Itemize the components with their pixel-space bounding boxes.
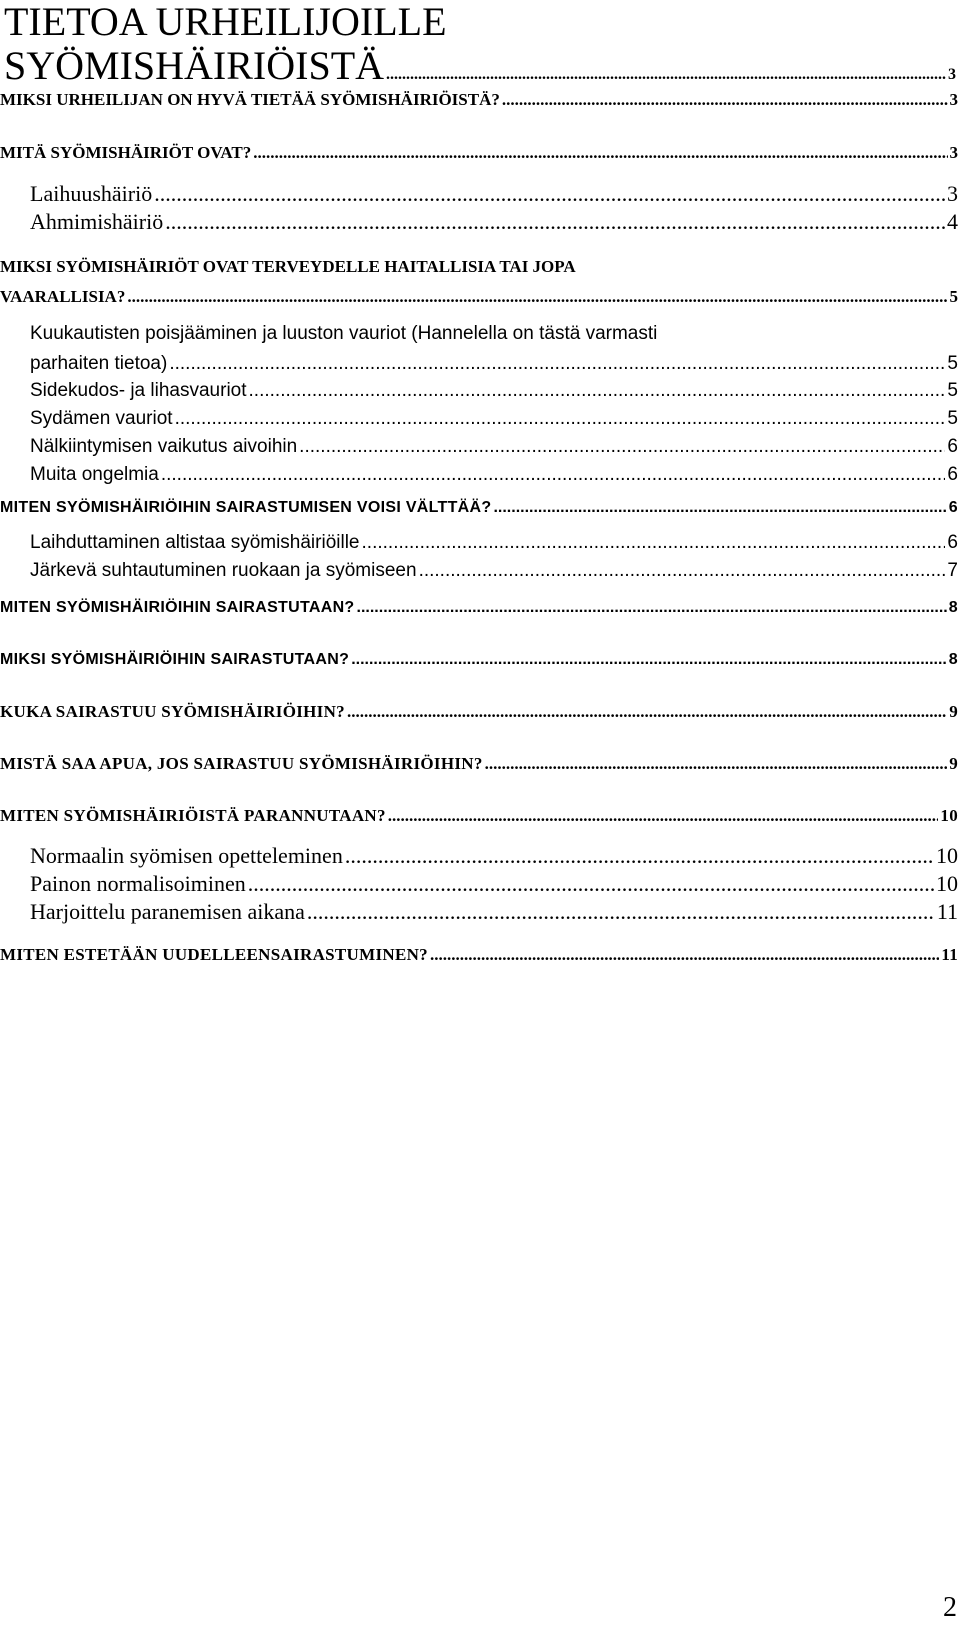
toc-entry[interactable]	[30, 529, 958, 557]
toc-entry-text: MITEN SYÖMISHÄIRIÖIHIN SAIRASTUTAAN?	[0, 599, 355, 616]
toc-entry-text: Normaalin syömisen opetteleminen	[30, 843, 343, 868]
toc-entry-text: MITEN SYÖMISHÄIRIÖISTÄ PARANNUTAAN?	[0, 806, 386, 825]
toc-leader-dots	[347, 701, 947, 723]
toc-leader-dots	[175, 405, 946, 433]
toc-entry[interactable]	[30, 870, 958, 898]
toc-leader-dots	[430, 944, 939, 966]
toc-page-number: 11	[941, 945, 958, 964]
toc-leader-dots	[351, 649, 947, 671]
toc-page-number: 6	[948, 499, 958, 516]
toc-entry-text: KUKA SAIRASTUU SYÖMISHÄIRIÖIHIN?	[0, 702, 345, 721]
toc-entry[interactable]	[0, 805, 958, 827]
toc-leader-dots	[253, 142, 947, 164]
toc-leader-dots	[248, 870, 934, 898]
toc-leader-dots	[169, 350, 945, 378]
toc-leader-dots	[127, 286, 947, 308]
toc-entry-text: Järkevä suhtautuminen ruokaan ja syömiseen	[30, 560, 417, 581]
toc-entry-text: MISTÄ SAA APUA, JOS SAIRASTUU SYÖMISHÄIRIÖIHIN?	[0, 754, 483, 773]
toc-leader-dots	[249, 377, 946, 405]
toc-page-number: 6	[947, 532, 958, 553]
toc-page-number: 5	[947, 380, 958, 401]
toc-page-number: 3	[948, 66, 956, 83]
toc-page-number: 11	[936, 899, 958, 924]
toc-title-line-1: TIETOA URHEILIJOILLE	[4, 0, 447, 44]
toc-entry[interactable]	[0, 286, 958, 308]
toc-leader-dots	[357, 597, 947, 619]
toc-page-number: 5	[947, 353, 958, 374]
toc-entry[interactable]	[30, 461, 958, 489]
toc-page-number: 4	[947, 209, 958, 234]
toc-page-number: 3	[949, 143, 958, 162]
toc-entry-text: MIKSI URHEILIJAN ON HYVÄ TIETÄÄ SYÖMISHÄIRIÖISTÄ?	[0, 90, 500, 109]
toc-entry[interactable]	[30, 377, 958, 405]
toc-page-number: 8	[948, 651, 958, 668]
toc-leader-dots	[345, 842, 934, 870]
toc-entry-text: MITEN ESTETÄÄN UUDELLEENSAIRASTUMINEN?	[0, 945, 428, 964]
toc-leader-dots	[154, 180, 945, 208]
toc-leader-dots	[299, 433, 945, 461]
toc-page-number: 8	[948, 599, 958, 616]
toc-entry-text: Sidekudos- ja lihasvauriot	[30, 380, 247, 401]
toc-entry[interactable]	[30, 208, 958, 236]
toc-leader-dots	[307, 898, 935, 926]
toc-entry[interactable]	[30, 433, 958, 461]
toc-entry[interactable]	[0, 89, 958, 111]
toc-leader-dots	[485, 753, 948, 775]
toc-page-number: 10	[936, 843, 958, 868]
toc-page-number: 5	[949, 287, 958, 306]
toc-entry[interactable]	[0, 142, 958, 164]
toc-page-number: 10	[936, 871, 958, 896]
toc-leader-dots	[502, 89, 948, 111]
toc-entry-text: Harjoittelu paranemisen aikana	[30, 899, 305, 924]
toc-entry-text: Laihduttaminen altistaa syömishäiriöille	[30, 532, 360, 553]
toc-page-number: 5	[947, 408, 958, 429]
toc-page-number: 3	[949, 90, 958, 109]
toc-entry-text[interactable]: MIKSI SYÖMISHÄIRIÖT OVAT TERVEYDELLE HAITALLISIA TAI JOPA	[0, 257, 576, 276]
toc-entry-text: SYÖMISHÄIRIÖISTÄ	[4, 43, 385, 88]
toc-entry-text: MITÄ SYÖMISHÄIRIÖT OVAT?	[0, 143, 252, 162]
toc-entry[interactable]	[0, 944, 958, 966]
toc-entry[interactable]	[30, 405, 958, 433]
toc-entry-text: Nälkiintymisen vaikutus aivoihin	[30, 436, 298, 457]
toc-entry[interactable]	[0, 597, 958, 619]
toc-leader-dots	[362, 529, 946, 557]
toc-entry-text: MIKSI SYÖMISHÄIRIÖIHIN SAIRASTUTAAN?	[0, 651, 350, 668]
page-number: 2	[943, 1592, 957, 1623]
toc-leader-dots	[419, 557, 946, 585]
toc-entry-text-continuation: VAARALLISIA?	[0, 287, 126, 306]
toc-entry[interactable]	[30, 842, 958, 870]
toc-leader-dots	[165, 208, 945, 236]
toc-entry[interactable]	[0, 753, 958, 775]
toc-entry-text: MITEN SYÖMISHÄIRIÖIHIN SAIRASTUMISEN VOISI VÄLTTÄÄ?	[0, 499, 492, 516]
toc-entry-text: Muita ongelmia	[30, 464, 159, 485]
toc-entry[interactable]	[0, 649, 958, 671]
toc-entry-text[interactable]: Kuukautisten poisjääminen ja luuston vauriot (Hannelella on tästä varmasti	[30, 323, 658, 344]
toc-entry[interactable]	[30, 557, 958, 585]
toc-entry-text: Painon normalisoiminen	[30, 871, 246, 896]
toc-entry[interactable]	[0, 497, 958, 519]
toc-page-number: 9	[949, 702, 958, 721]
toc-leader-dots	[161, 461, 946, 489]
toc-page-number: 10	[940, 806, 958, 825]
toc-page-number: 6	[947, 464, 958, 485]
toc-entry[interactable]	[0, 701, 958, 723]
toc-entry[interactable]	[30, 180, 958, 208]
toc-page-number: 6	[947, 436, 958, 457]
toc-page-number: 7	[947, 560, 958, 581]
toc-entry[interactable]	[30, 350, 958, 378]
toc-leader-dots	[493, 497, 946, 519]
toc-entry-text-continuation: parhaiten tietoa)	[30, 353, 168, 374]
toc-leader-dots	[388, 805, 939, 827]
toc-entry-text: Ahmimishäiriö	[30, 209, 164, 234]
toc-page-number: 3	[947, 181, 958, 206]
toc-entry[interactable]	[30, 898, 958, 926]
toc-entry-text: Sydämen vauriot	[30, 408, 173, 429]
toc-page-number: 9	[949, 754, 958, 773]
toc-entry-text: Laihuushäiriö	[30, 181, 153, 206]
